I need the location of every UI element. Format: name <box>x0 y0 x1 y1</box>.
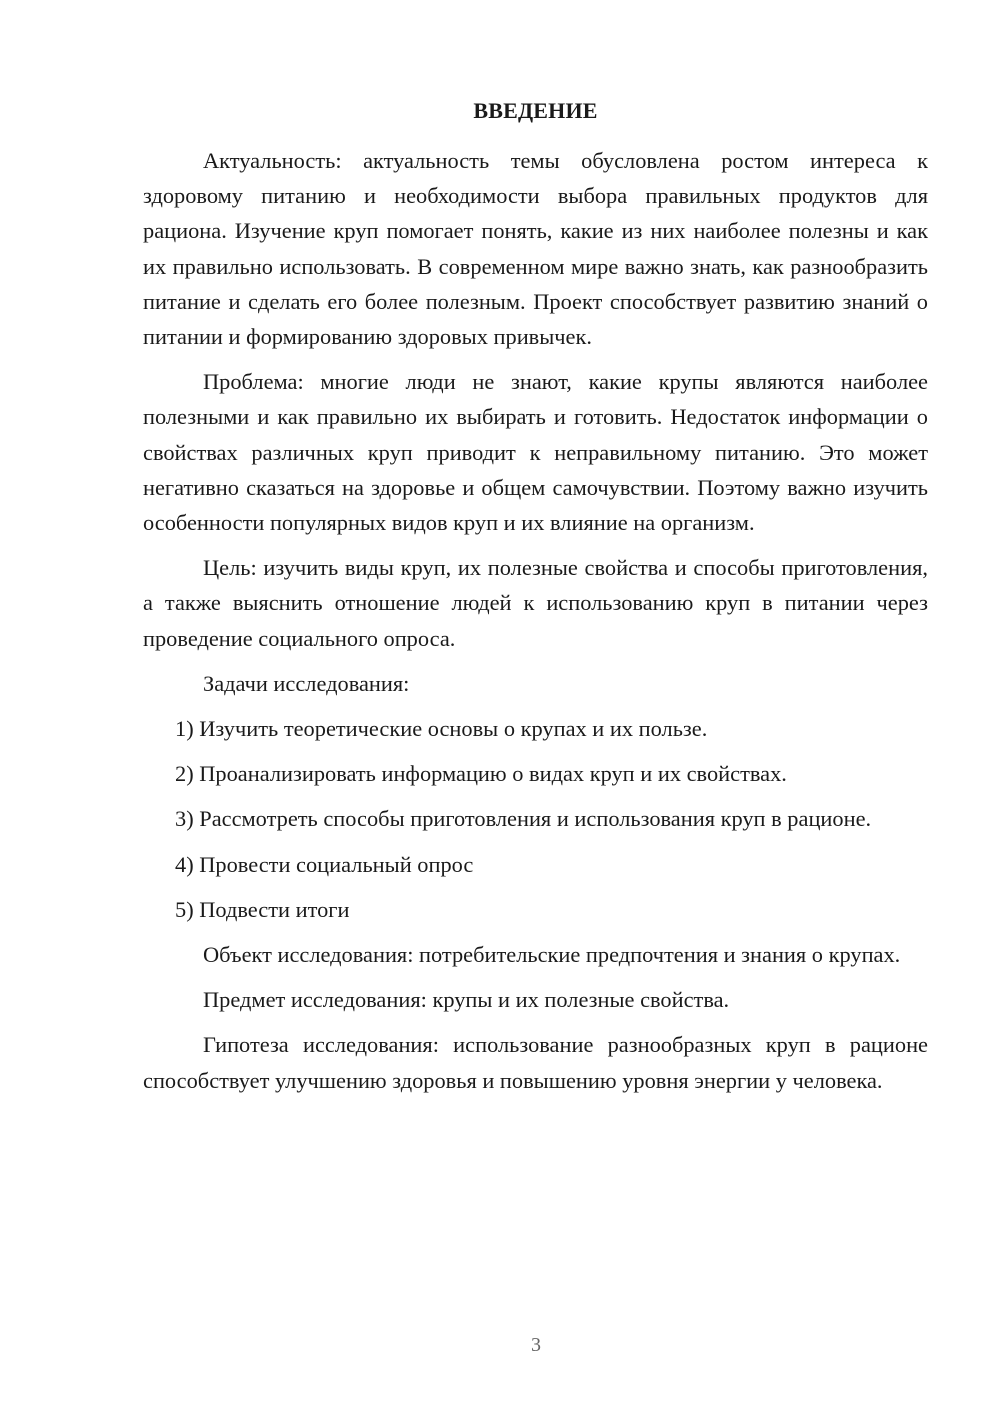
task-item-5: 5) Подвести итоги <box>175 896 350 922</box>
paragraph-relevance: Актуальность: актуальность темы обусловлена ростом интереса к здоровому питанию и необходимости выбора правильных продуктов для рациона. Изучение круп помогает понять, какие из них наиболее полезны и как их правильно использовать. В современном мире важно знать, как разнообразить питание и сделать его более полезным. Проект способствует развитию знаний о питании и формированию здоровых привычек. <box>143 148 928 350</box>
task-item-1: 1) Изучить теоретические основы о крупах и их пользе. <box>175 716 708 742</box>
paragraph-problem: Проблема: многие люди не знают, какие крупы являются наиболее полезными и как правильно их выбирать и готовить. Недостаток информации о свойствах различных круп приводит к неправильному питанию. Это может негативно сказаться на здоровье и общем самочувствии. Поэтому важно изучить особенности популярных видов круп и их влияние на организм. <box>143 369 928 536</box>
paragraph-goal: Цель: изучить виды круп, их полезные свойства и способы приготовления, а также выяснить отношение людей к использованию круп в питании через проведение социального опроса. <box>143 555 928 651</box>
tasks-title: Задачи исследования: <box>203 670 410 696</box>
paragraph-object: Объект исследования: потребительские предпочтения и знания о крупах. <box>203 942 901 968</box>
task-item-4: 4) Провести социальный опрос <box>175 851 474 877</box>
paragraph-hypothesis: Гипотеза исследования: использование разнообразных круп в рационе способствует улучшению здоровья и повышению уровня энергии у человека. <box>143 1032 928 1093</box>
paragraph-subject: Предмет исследования: крупы и их полезные свойства. <box>203 987 730 1013</box>
task-item-2: 2) Проанализировать информацию о видах круп и их свойствах. <box>175 761 787 787</box>
task-item-3: 3) Рассмотреть способы приготовления и использования круп в рационе. <box>175 806 872 832</box>
document-body <box>143 143 928 1108</box>
page-number: 3 <box>531 1334 541 1356</box>
section-heading: ВВЕДЕНИЕ <box>473 98 598 123</box>
